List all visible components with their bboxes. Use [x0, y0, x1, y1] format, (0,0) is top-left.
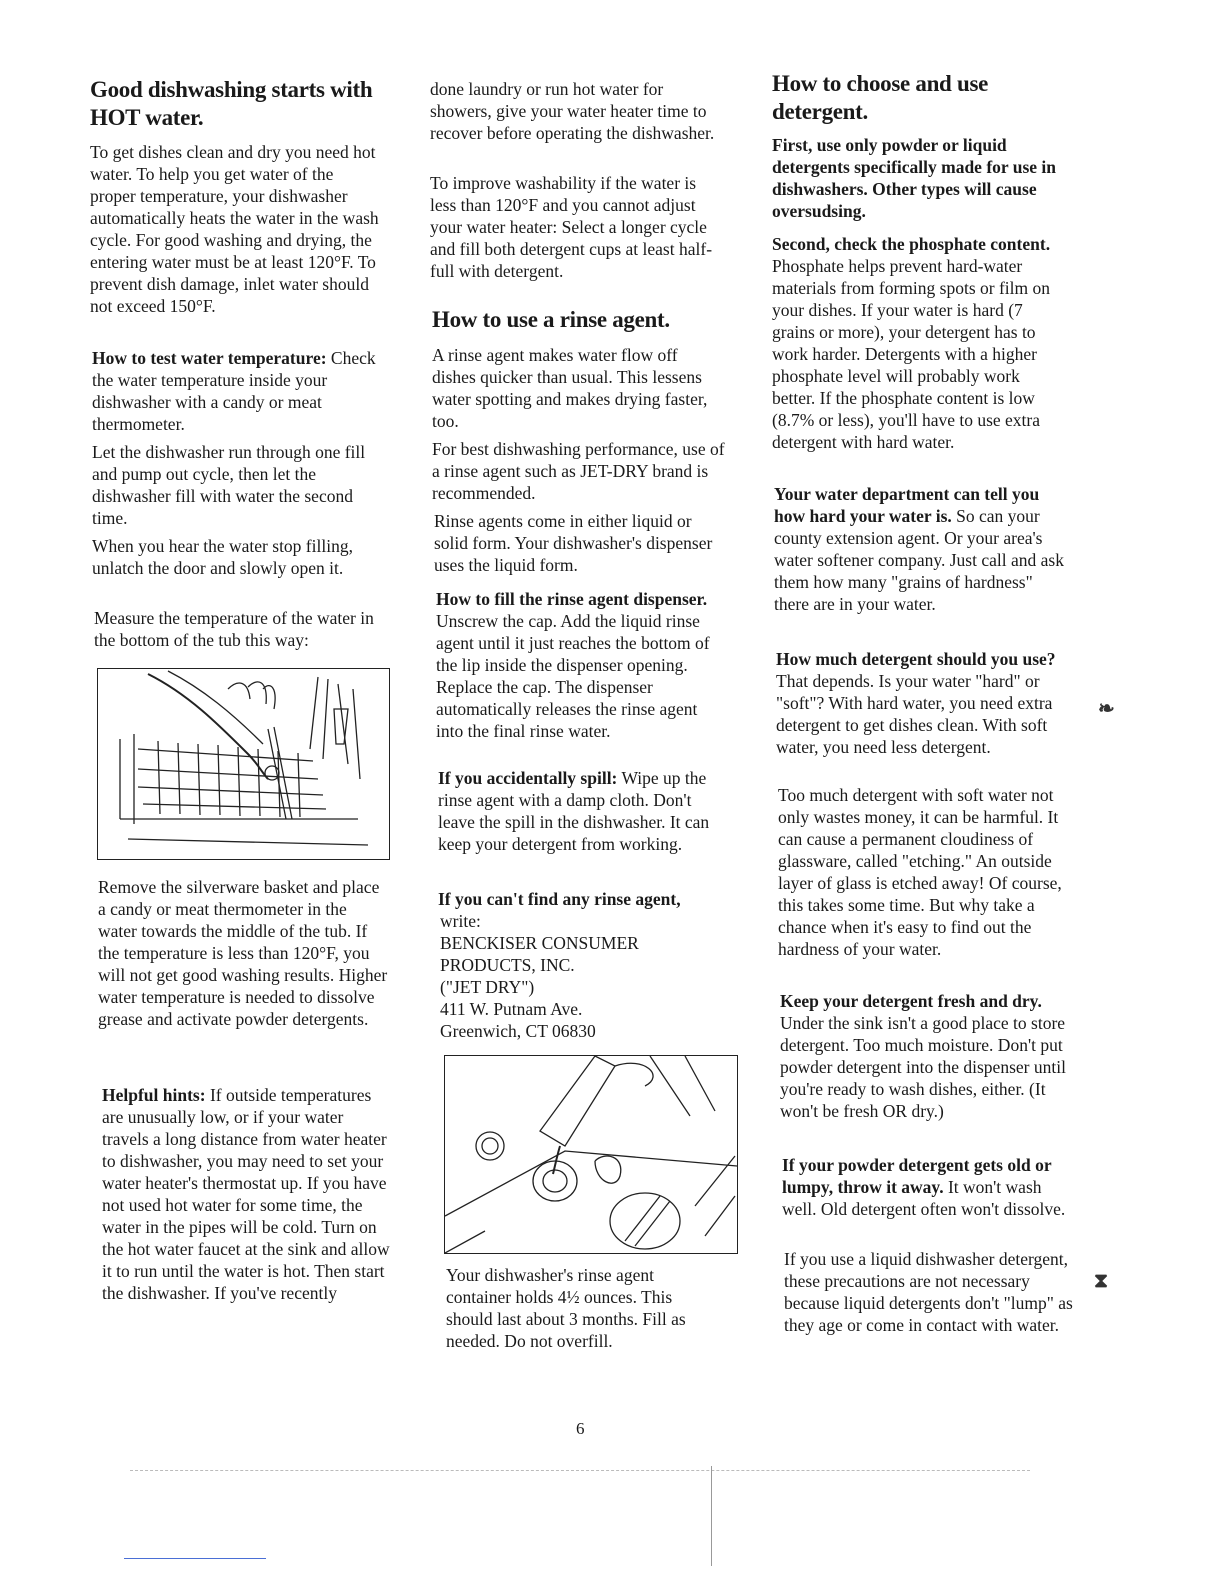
heading-hot-water: Good dishwashing starts with HOT water.	[90, 77, 373, 130]
paragraph-how-much-detergent	[776, 648, 1066, 758]
paragraph-water-department	[774, 483, 1064, 615]
scan-blue-line	[124, 1558, 266, 1559]
paragraph-phosphate	[772, 233, 1064, 453]
address-company-2: PRODUCTS, INC.	[440, 955, 575, 975]
address-write: write:	[440, 911, 481, 931]
paragraph-liquid-detergent: If you use a liquid dishwasher detergent, these precautions are not necessary because liquid detergents don't "lump" as they age or come in contact with water.	[784, 1249, 1073, 1335]
address-brand: ("JET DRY")	[440, 977, 535, 997]
paragraph-helpful-hints	[102, 1084, 392, 1304]
paragraph-accidental-spill	[438, 767, 718, 855]
scan-mark-upper: ❧	[1098, 698, 1115, 720]
paragraph-rinse-intro: A rinse agent makes water flow off dishes quicker than usual. This lessens water spotting and makes drying faster, too.	[432, 345, 708, 431]
lead-find-rinse-agent: If you can't find any rinse agent,	[438, 889, 681, 909]
address-city: Greenwich, CT 06830	[440, 1021, 596, 1041]
lead-old-detergent: If your powder detergent gets old or lumpy, throw it away.	[782, 1155, 1052, 1197]
scan-mark-lower: ⧗	[1094, 1270, 1109, 1292]
paragraph-old-detergent	[782, 1154, 1072, 1220]
paragraph-water-stop: When you hear the water stop filling, unlatch the door and slowly open it.	[92, 536, 353, 578]
text-how-much-detergent: That depends. Is your water "hard" or "soft"? With hard water, you need extra detergent to get dishes clean. With soft water, you need less detergent.	[776, 671, 1053, 757]
paragraph-continued: done laundry or run hot water for showers, give your water heater time to recover before operating the dishwasher.	[430, 79, 715, 143]
lead-keep-fresh: Keep your detergent fresh and dry.	[780, 991, 1042, 1011]
lead-how-much-detergent: How much detergent should you use?	[776, 649, 1056, 669]
mailing-address	[440, 910, 730, 1042]
dispenser-pour-drawing	[445, 1056, 737, 1253]
paragraph-measure: Measure the temperature of the water in the bottom of the tub this way:	[94, 608, 374, 650]
scan-line-bottom	[130, 1470, 1030, 1471]
paragraph-remove-basket: Remove the silverware basket and place a candy or meat thermometer in the water towards the middle of the tub. If the temperature is less than 120°F, you will not get good washing results. Higher water temperature is needed to dissolve grease and activate powder detergents.	[98, 877, 388, 1029]
lead-test-temperature: How to test water temperature:	[92, 348, 327, 368]
heading-detergent: How to choose and use detergent.	[772, 71, 989, 124]
paragraph-too-much-detergent: Too much detergent with soft water not only wastes money, it can be harmful. It can cause a permanent cloudiness of glassware, called "etching." An outside layer of glass is etched away! Of course, this takes some time. But why take a chance when it's easy to find out the hardness of your water.	[778, 785, 1062, 959]
scan-fold-line	[711, 1466, 712, 1566]
paragraph-fill-dispenser	[436, 588, 724, 742]
text-test-temperature: Check the water temperature inside your dishwasher with a candy or meat thermometer.	[92, 348, 376, 434]
address-company: BENCKISER CONSUMER	[440, 933, 639, 953]
lead-phosphate: Second, check the phosphate content.	[772, 234, 1051, 254]
lead-accidental-spill: If you accidentally spill:	[438, 768, 618, 788]
paragraph-first-detergent: First, use only powder or liquid detergents specifically made for use in dishwashers. Other types will cause oversudsing.	[772, 135, 1057, 221]
lead-helpful-hints: Helpful hints:	[102, 1085, 206, 1105]
lead-fill-dispenser: How to fill the rinse agent dispenser.	[436, 589, 708, 609]
paragraph-hot-water-intro: To get dishes clean and dry you need hot water. To help you get water of the proper temperature, your dishwasher automatically heats the water in the wash cycle. For good washing and drying, the entering water must be at least 120°F. To prevent dish damage, inlet water should not exceed 150°F.	[90, 142, 379, 316]
paragraph-keep-fresh	[780, 990, 1070, 1122]
lead-water-department: Your water department can tell you how hard your water is.	[774, 484, 1040, 526]
text-keep-fresh: Under the sink isn't a good place to store detergent. Too much moisture. Don't put powder detergent into the dispenser until you're ready to wash dishes, either. (It won't be fresh OR dry.)	[780, 1013, 1066, 1121]
text-helpful-hints: If outside temperatures are unusually low, or if your water travels a long distance from water heater to dishwasher, you may need to set your water heater's thermostat up. If you have not used hot water for some time, the water in the pipes will be cold. Turn on the hot water faucet at the sink and allow it to run until the water is hot. Then start the dishwasher. If you've recently	[102, 1085, 390, 1303]
dishwasher-rack-illustration	[97, 668, 390, 860]
paragraph-rinse-forms: Rinse agents come in either liquid or solid form. Your dishwasher's dispenser uses the liquid form.	[434, 511, 713, 575]
caption-rinse-container: Your dishwasher's rinse agent container holds 4½ ounces. This should last about 3 months. Fill as needed. Do not overfill.	[446, 1265, 686, 1351]
heading-rinse-agent: How to use a rinse agent.	[432, 307, 670, 332]
paragraph-improve-washability: To improve washability if the water is less than 120°F and you cannot adjust your water heater: Select a longer cycle and fill both detergent cups at least half-full with detergent.	[430, 173, 713, 281]
address-street: 411 W. Putnam Ave.	[440, 999, 583, 1019]
text-fill-dispenser: Unscrew the cap. Add the liquid rinse agent until it just reaches the bottom of the lip inside the dispenser opening. Replace the cap. The dispenser automatically releases the rinse agent into the final rinse water.	[436, 611, 710, 741]
text-water-department: So can your county extension agent. Or your area's water softener company. Just call and ask them how many "grains of hardness" there are in your water.	[774, 506, 1064, 614]
text-accidental-spill: Wipe up the rinse agent with a damp cloth. Don't leave the spill in the dishwasher. It can keep your detergent from working.	[438, 768, 710, 854]
rack-thermometer-drawing	[98, 669, 389, 859]
rinse-dispenser-illustration	[444, 1055, 738, 1254]
paragraph-best-performance: For best dishwashing performance, use of a rinse agent such as JET-DRY brand is recommended.	[432, 439, 725, 503]
text-old-detergent: It won't wash well. Old detergent often won't dissolve.	[782, 1177, 1066, 1219]
text-phosphate: Phosphate helps prevent hard-water materials from forming spots or film on your dishes. If your water is hard (7 grains or more), your detergent has to work harder. Detergents with a higher phosphate level will probably work better. If the phosphate content is low (8.7% or less), you'll have to use extra detergent with hard water.	[772, 256, 1051, 452]
page-number: 6	[576, 1419, 585, 1438]
paragraph-test-temperature	[92, 347, 382, 435]
paragraph-run-cycle: Let the dishwasher run through one fill and pump out cycle, then let the dishwasher fill with water the second time.	[92, 442, 366, 528]
